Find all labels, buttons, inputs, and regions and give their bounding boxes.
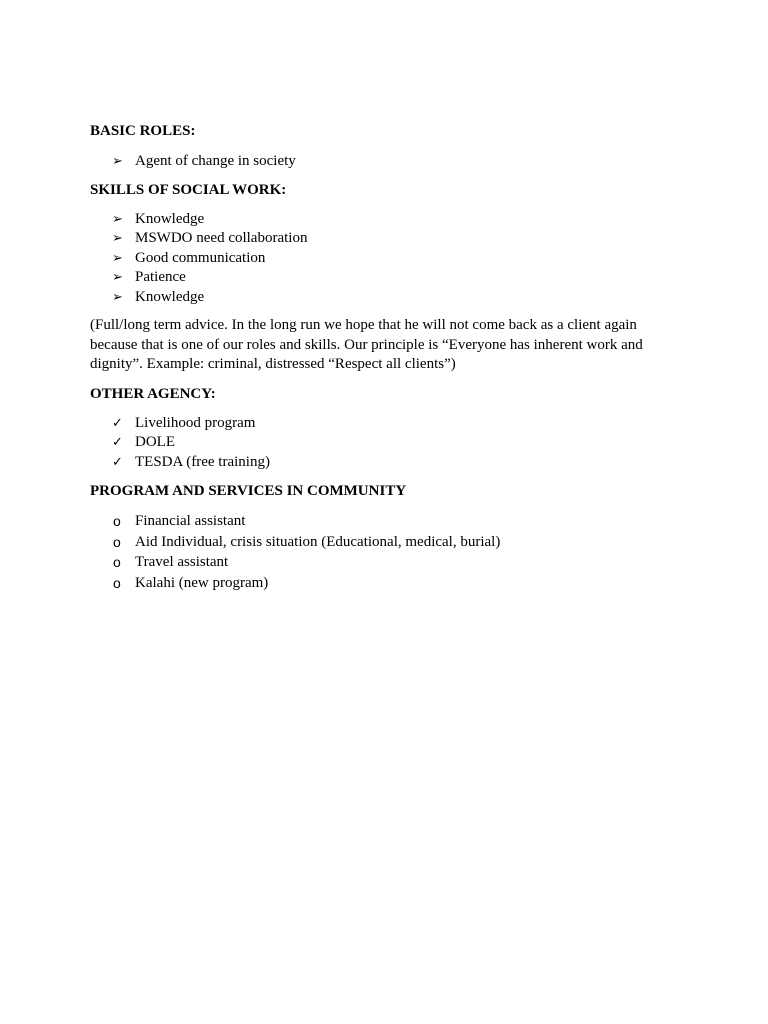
list-item: ➢ Knowledge — [90, 210, 670, 230]
basic-roles-list — [90, 152, 670, 172]
circle-bullet-icon: o — [113, 533, 121, 550]
arrow-bullet-icon: ➢ — [112, 289, 123, 305]
list-item: ✓ DOLE — [90, 433, 670, 453]
check-bullet-icon: ✓ — [112, 435, 123, 450]
heading-basic-roles: BASIC ROLES: — [90, 123, 196, 139]
arrow-bullet-icon: ➢ — [112, 231, 123, 246]
list-item: ✓ Livelihood program — [90, 414, 670, 434]
list-item: ➢ Good communication — [90, 249, 670, 269]
list-item: o Travel assistant — [90, 552, 670, 573]
programs-list — [90, 511, 670, 593]
check-bullet-icon: ✓ — [112, 415, 123, 431]
list-item: o Financial assistant — [90, 511, 670, 532]
heading-skills: SKILLS OF SOCIAL WORK: — [90, 181, 287, 198]
arrow-bullet-icon: ➢ — [112, 154, 123, 169]
list-item: ➢ Agent of change in society — [90, 152, 670, 172]
list-item: ➢ Patience — [90, 268, 670, 288]
arrow-bullet-icon: ➢ — [112, 270, 123, 285]
heading-programs: PROGRAM AND SERVICES IN COMMUNITY — [90, 483, 407, 499]
document-page — [90, 122, 670, 593]
arrow-bullet-icon: ➢ — [112, 211, 123, 227]
circle-bullet-icon: o — [113, 513, 121, 529]
list-item: ➢ Knowledge — [90, 288, 670, 308]
advice-paragraph: (Full/long term advice. In the long run we hope that he will not come back as a client again because that is one of our roles and skills. Our principle is “Everyone has inherent work and dignity”. Example: criminal, distressed “Respect all clients”) — [90, 317, 643, 372]
skills-list — [90, 210, 670, 308]
list-item: ➢ MSWDO need collaboration — [90, 229, 670, 249]
list-item: ✓ TESDA (free training) — [90, 453, 670, 473]
list-item: o Aid Individual, crisis situation (Educational, medical, burial) — [90, 532, 670, 553]
arrow-bullet-icon: ➢ — [112, 250, 123, 266]
heading-other-agency: OTHER AGENCY: — [90, 385, 216, 402]
other-agency-list — [90, 414, 670, 473]
list-item: o Kalahi (new program) — [90, 573, 670, 594]
check-bullet-icon: ✓ — [112, 454, 123, 470]
circle-bullet-icon: o — [113, 554, 121, 570]
circle-bullet-icon: o — [113, 574, 121, 591]
